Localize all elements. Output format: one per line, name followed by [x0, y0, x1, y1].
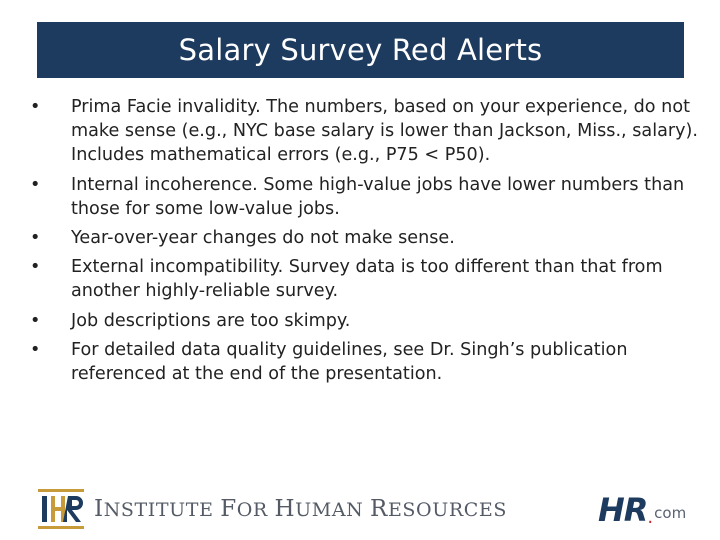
bullet-glyph: • — [30, 97, 41, 117]
bullet-item — [30, 173, 702, 221]
bullet-item — [30, 226, 702, 250]
bullet-text: External incompatibility. Survey data is too different than that from another highly-reliable survey. — [71, 257, 663, 302]
bullet-text: Internal incoherence. Some high-value jobs have lower numbers than those for some low-value jobs. — [71, 174, 685, 219]
bullet-text: For detailed data quality guidelines, see Dr. Singh’s publication referenced at the end of the presentation. — [71, 339, 628, 385]
bullet-text: Job descriptions are too skimpy. — [71, 310, 351, 331]
institute-footer — [38, 487, 507, 531]
bullet-glyph: • — [30, 339, 41, 360]
bullet-item — [30, 338, 702, 386]
bullet-item — [30, 255, 702, 303]
bullet-list — [30, 95, 702, 391]
hr-dot: . — [647, 507, 654, 528]
bullet-item — [30, 95, 702, 168]
hr-suffix: com — [654, 504, 687, 522]
bullet-glyph: • — [30, 174, 41, 195]
bullet-glyph: • — [30, 257, 41, 278]
institute-name: INSTITUTE FOR HUMAN RESOURCES — [94, 496, 507, 522]
bullet-glyph: • — [30, 228, 41, 249]
bullet-item — [30, 309, 702, 333]
hr-com-logo — [598, 488, 686, 528]
hr-brand: HR — [598, 491, 648, 529]
title-bar — [37, 22, 684, 78]
bullet-glyph: • — [30, 310, 41, 331]
bullet-text: Prima Facie invalidity. The numbers, based on your experience, do not make sense (e.g., NYC base salary is lower than Jackson, Miss., salary). Includes mathematical errors (e.g., P75 < P50). — [71, 97, 698, 166]
ihr-logo-icon — [38, 489, 84, 529]
slide-title: Salary Survey Red Alerts — [178, 33, 543, 67]
bullet-text: Year-over-year changes do not make sense. — [71, 228, 455, 249]
